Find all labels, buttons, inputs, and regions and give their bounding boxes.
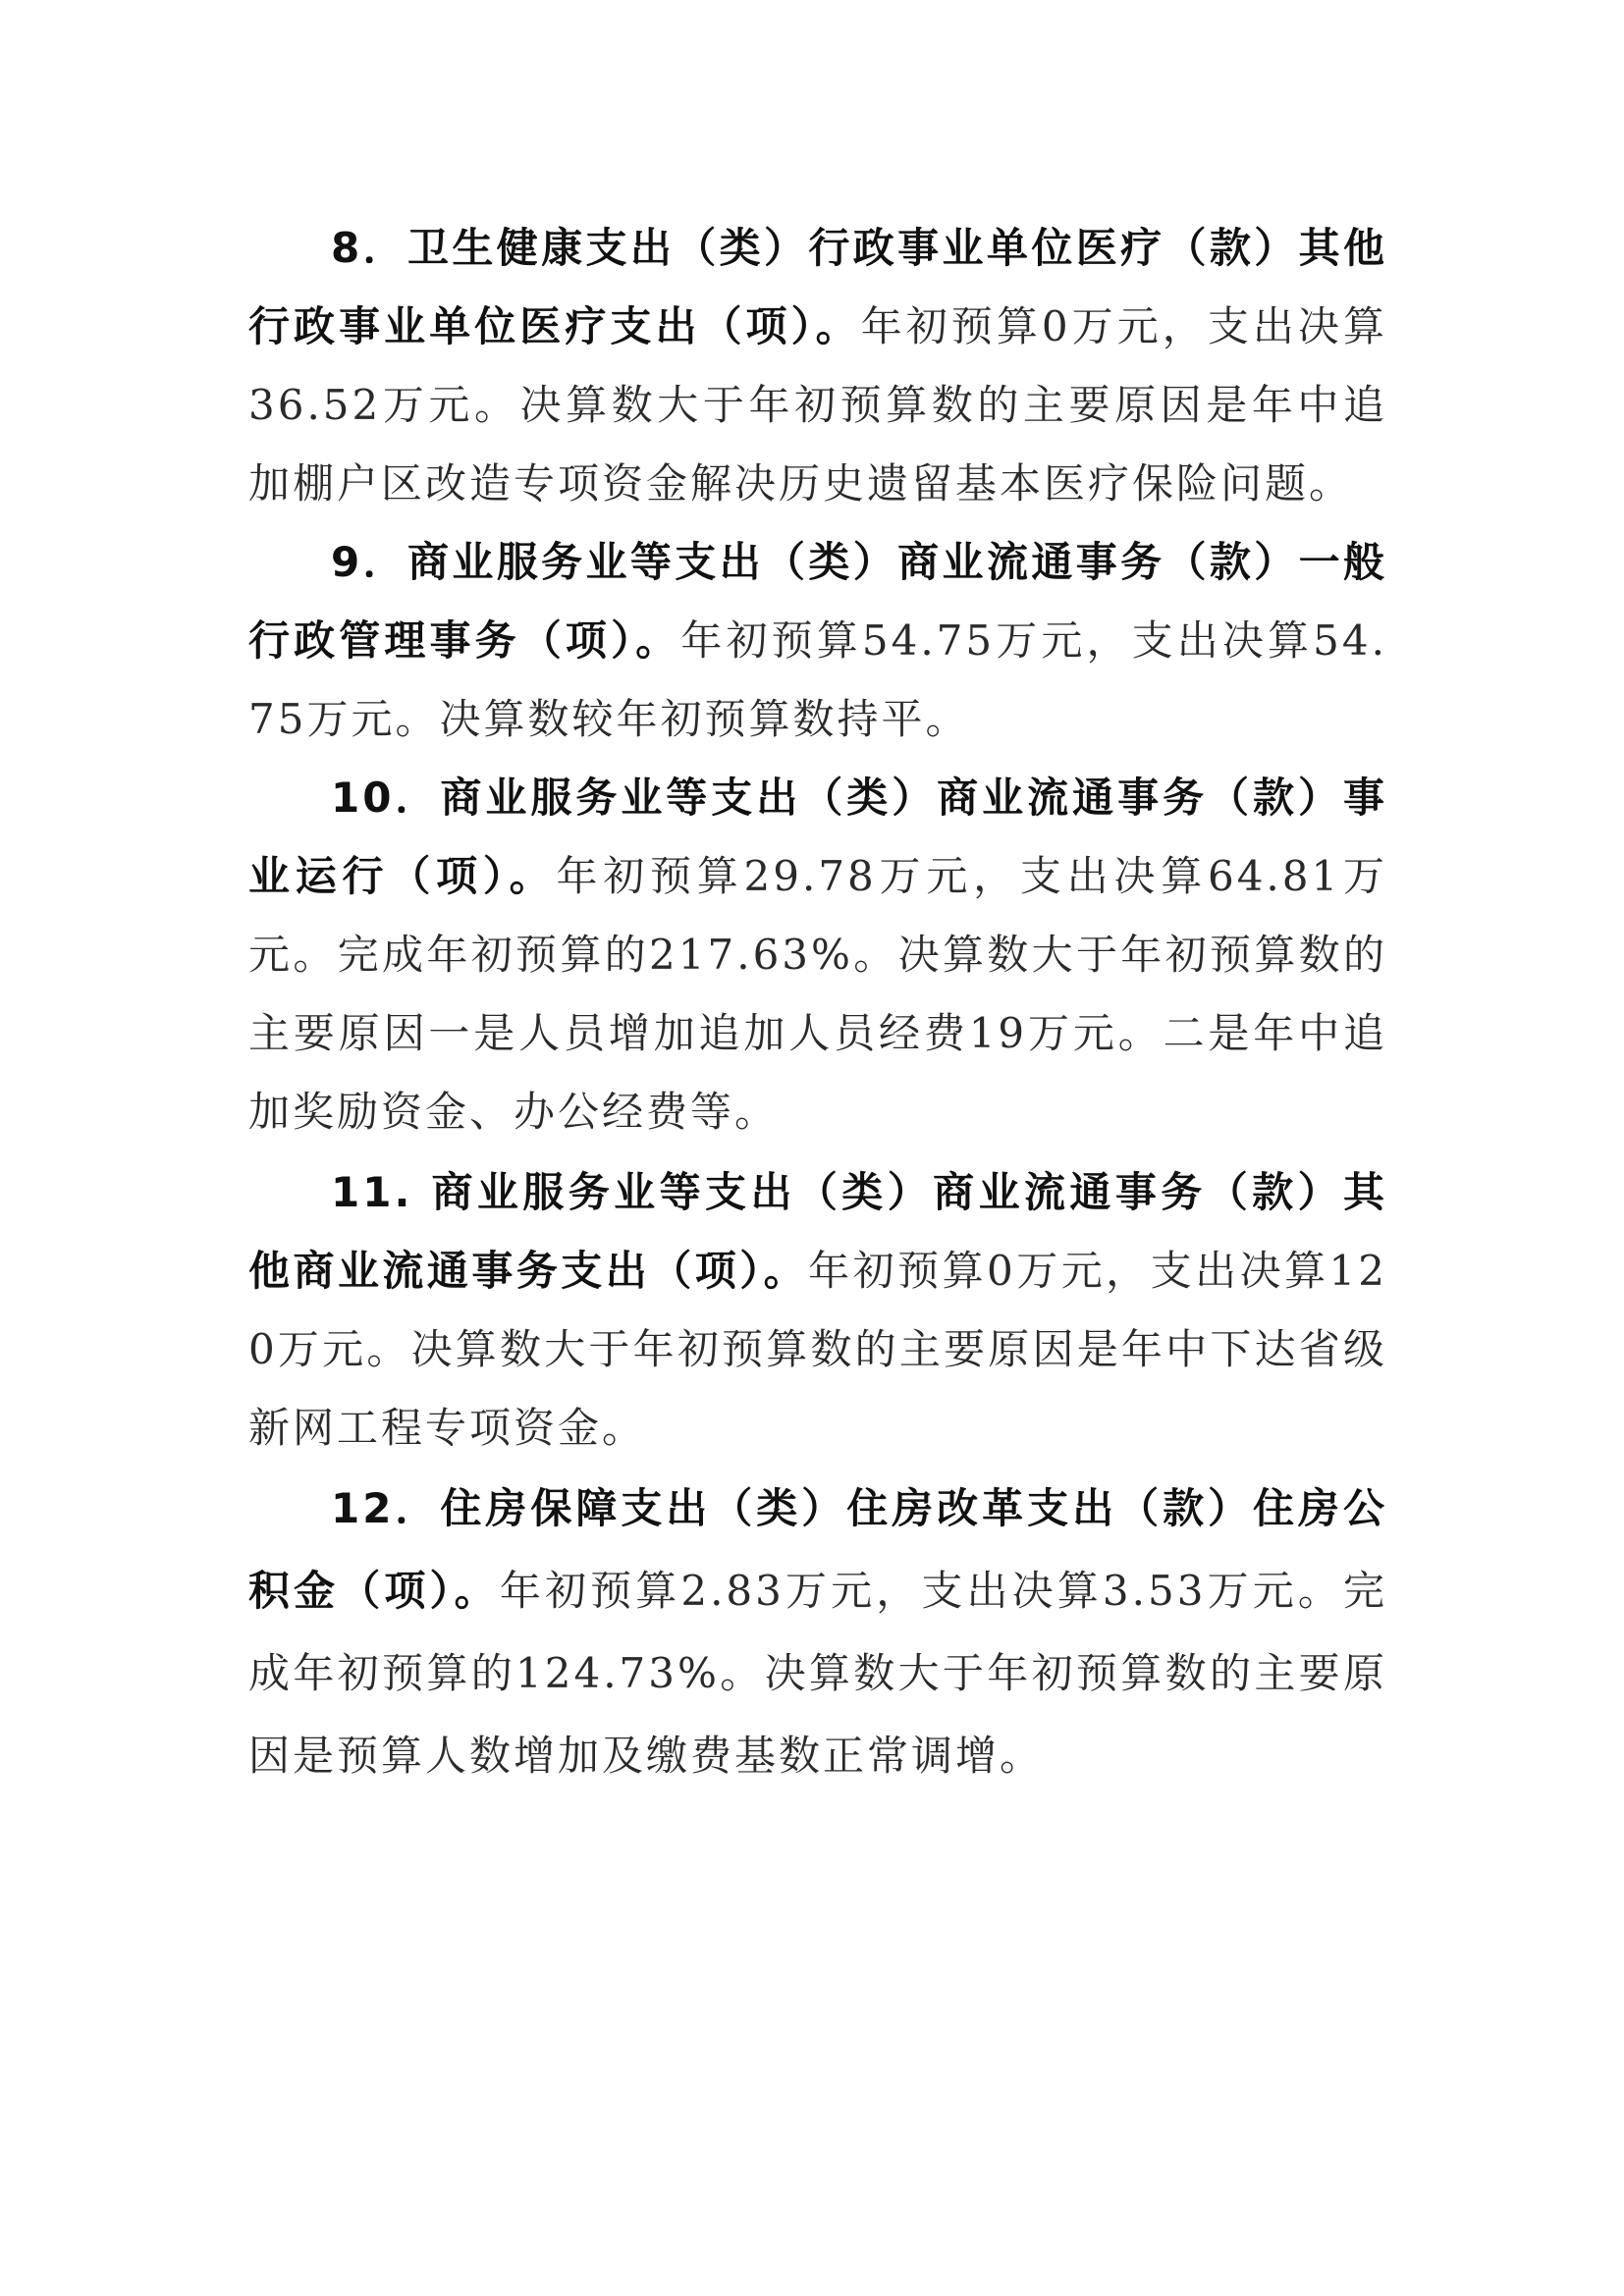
- paragraph-body: 年初预算0万元，支出决算36.52万元。决算数大于年初预算数的主要原因是年中追加棚户区改造专项资金解决历史遗留基本医疗保险问题。: [248, 302, 1387, 507]
- paragraph-heading: 8．卫生健康支出（类）行政事业单位医疗（款）其他行政事业单位医疗支出（项）。: [248, 224, 1387, 350]
- paragraph-item-10: [248, 759, 1387, 1151]
- paragraph-item-12: [248, 1468, 1387, 1797]
- paragraph-item-11: [248, 1153, 1387, 1468]
- paragraph-heading: 12．住房保障支出（类）住房改革支出（款）住房公积金（项）。: [248, 1484, 1387, 1615]
- paragraph-body: 年初预算54.75万元，支出决算54.75万元。决算数较年初预算数持平。: [248, 616, 1387, 743]
- paragraph-heading: 9．商业服务业等支出（类）商业流通事务（款）一般行政管理事务（项）。: [248, 538, 1387, 665]
- paragraph-item-8: [248, 209, 1387, 523]
- paragraph-body: 年初预算2.83万元，支出决算3.53万元。完成年初预算的124.73%。决算数大于年初预算数的主要原因是预算人数增加及缴费基数正常调增。: [248, 1567, 1387, 1780]
- paragraph-item-9: [248, 523, 1387, 759]
- paragraph-body: 年初预算29.78万元，支出决算64.81万元。完成年初预算的217.63%。决算数大于年初预算数的主要原因一是人员增加追加人员经费19万元。二是年中追加奖励资金、办公经费等。: [248, 852, 1387, 1136]
- paragraph-heading: 11. 商业服务业等支出（类）商业流通事务（款）其他商业流通事务支出（项）。: [248, 1168, 1387, 1295]
- document-body: [248, 209, 1387, 1797]
- paragraph-heading: 10．商业服务业等支出（类）商业流通事务（款）事业运行（项）。: [248, 774, 1387, 900]
- paragraph-body: 年初预算0万元，支出决算120万元。决算数大于年初预算数的主要原因是年中下达省级新网工程专项资金。: [248, 1247, 1387, 1452]
